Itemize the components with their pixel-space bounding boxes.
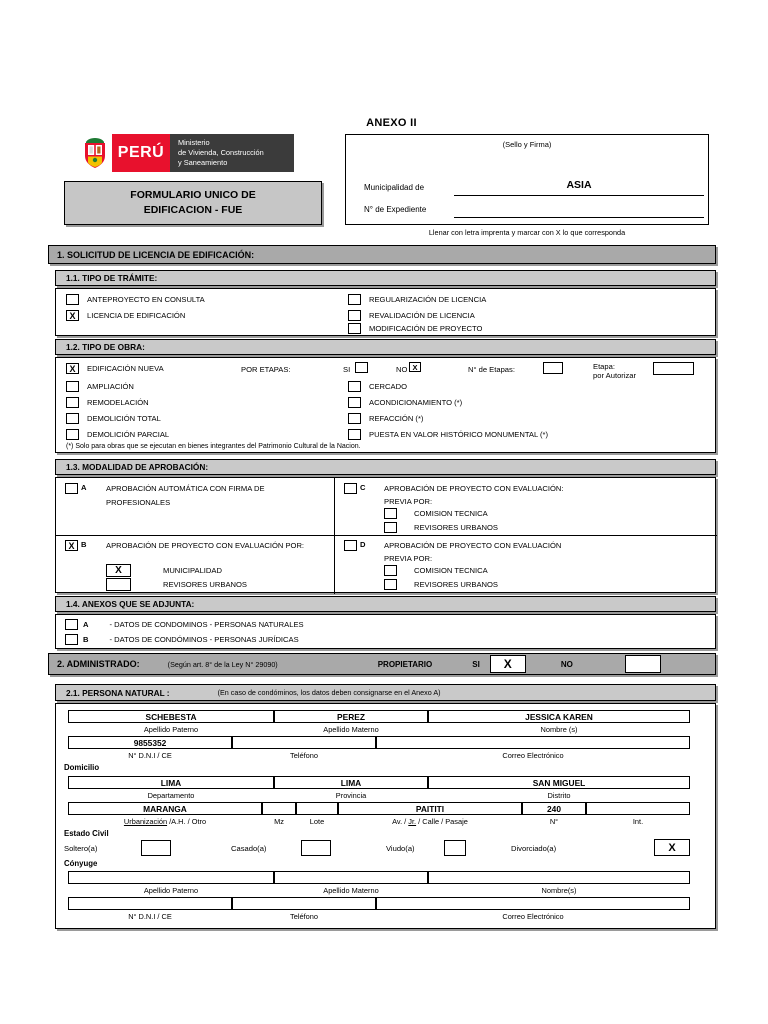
form-title-line-2: EDIFICACION - FUE [143, 204, 243, 216]
label-propietario-si: SI [472, 659, 480, 669]
file-number-rule [454, 217, 704, 218]
field-mz[interactable] [262, 802, 296, 815]
form-title-box [64, 181, 322, 225]
label-por-etapas: POR ETAPAS: [241, 365, 291, 374]
label-conyuge-dni: N° D.N.I / CE [128, 912, 172, 921]
peru-wordmark: PERÚ [112, 134, 170, 172]
checkbox-propietario-no[interactable] [625, 655, 661, 673]
field-lote[interactable] [296, 802, 338, 815]
label-d-comision-tecnica: COMISION TECNICA [414, 566, 488, 575]
field-provincia[interactable]: LIMA [274, 776, 428, 789]
label-conyuge-telefono: Teléfono [290, 912, 318, 921]
letter-anexo-a: A [83, 620, 89, 629]
label-anexo-b: - DATOS DE CONDÓMINOS - PERSONAS JURÍDICAS [109, 635, 299, 644]
checkbox-modalidad-c[interactable] [344, 483, 357, 494]
section-1-4-header [55, 596, 716, 612]
municipality-value: ASIA [566, 179, 592, 191]
checkbox-modificacion-de-proyecto[interactable] [348, 323, 361, 334]
label-regularizacion-de-licencia: REGULARIZACIÓN DE LICENCIA [369, 295, 487, 304]
label-remodelacion: REMODELACIÓN [87, 398, 149, 407]
field-conyuge-telefono[interactable] [232, 897, 376, 910]
label-lote: Lote [309, 817, 325, 826]
label-modificacion-de-proyecto: MODIFICACIÓN DE PROYECTO [369, 324, 483, 333]
peru-coat-of-arms-icon [78, 134, 112, 172]
label-etapas-no: NO [396, 365, 408, 374]
label-puesta-en-valor: PUESTA EN VALOR HISTÓRICO MONUMENTAL (*) [369, 430, 549, 439]
option-puesta-en-valor[interactable] [348, 429, 548, 440]
label-edificacion-nueva: EDIFICACIÓN NUEVA [87, 364, 164, 373]
field-apellido-materno[interactable]: PEREZ [274, 710, 428, 723]
checkbox-c-comision-tecnica[interactable] [384, 508, 397, 519]
label-domicilio: Domicilio [64, 763, 100, 772]
label-acondicionamiento: ACONDICIONAMIENTO (*) [369, 398, 463, 407]
label-via [338, 817, 522, 826]
section-2-header [48, 653, 716, 675]
label-conyuge: Cónyuge [64, 859, 98, 868]
label-apellido-paterno: Apellido Paterno [143, 725, 199, 734]
field-interior[interactable] [586, 802, 690, 815]
label-revalidacion-de-licencia: REVALIDACIÓN DE LICENCIA [369, 311, 475, 320]
checkbox-ampliacion[interactable] [66, 381, 79, 392]
label-distrito: Distrito [547, 791, 571, 800]
municipality-box [345, 134, 709, 225]
label-dni: N° D.N.I / CE [128, 751, 172, 760]
checkbox-d-comision-tecnica[interactable] [384, 565, 397, 576]
option-d-comision-tecnica[interactable] [384, 565, 488, 576]
input-numero-etapas[interactable] [543, 362, 563, 374]
field-distrito[interactable]: SAN MIGUEL [428, 776, 690, 789]
checkbox-divorciado[interactable]: X [654, 839, 690, 856]
section-1-2-panel [55, 357, 716, 453]
option-modalidad-d[interactable] [344, 540, 365, 551]
field-conyuge-apellido-materno[interactable] [274, 871, 428, 884]
section-1-2-header [55, 339, 716, 355]
checkbox-propietario-si[interactable]: X [490, 655, 526, 673]
label-numero: N° [549, 817, 559, 826]
checkbox-demolicion-parcial[interactable] [66, 429, 79, 440]
option-refaccion[interactable] [348, 413, 423, 424]
label-modalidad-d-line-2: PREVIA POR: [384, 554, 433, 563]
label-ampliacion: AMPLIACIÓN [87, 382, 134, 391]
section-2-1-title: 2.1. PERSONA NATURAL : [66, 687, 170, 698]
option-demolicion-total[interactable] [66, 413, 161, 424]
label-modalidad-d-line-1: APROBACIÓN DE PROYECTO CON EVALUACIÓN [384, 541, 562, 550]
option-licencia-de-edificacion[interactable] [66, 310, 185, 321]
field-via[interactable]: PAITITI [338, 802, 522, 815]
section-1-3-panel [55, 477, 716, 593]
label-apellido-materno: Apellido Materno [323, 725, 379, 734]
input-etapa-por-autorizar[interactable] [653, 362, 694, 375]
field-nombres[interactable]: JESSICA KAREN [428, 710, 690, 723]
field-numero[interactable]: 240 [522, 802, 586, 815]
checkbox-etapas-si[interactable] [355, 362, 368, 373]
option-b-municipalidad[interactable] [106, 564, 222, 577]
option-regularizacion-de-licencia[interactable] [348, 294, 486, 305]
section-1-1-panel [55, 288, 716, 336]
checkbox-soltero[interactable] [141, 840, 171, 856]
label-modalidad-a-line-1: APROBACIÓN AUTOMÁTICA CON FIRMA DE [106, 484, 265, 493]
label-b-municipalidad: MUNICIPALIDAD [163, 566, 222, 575]
checkbox-revalidacion-de-licencia[interactable] [348, 310, 361, 321]
label-nombres: Nombre (s) [540, 725, 578, 734]
label-modalidad-c-line-2: PREVIA POR: [384, 497, 433, 506]
section-1-3-divider [334, 478, 335, 594]
checkbox-remodelacion[interactable] [66, 397, 79, 408]
label-demolicion-parcial: DEMOLICIÓN PARCIAL [87, 430, 170, 439]
field-conyuge-apellido-paterno[interactable] [68, 871, 274, 884]
label-c-revisores-urbanos: REVISORES URBANOS [414, 523, 498, 532]
field-urbanizacion[interactable]: MARANGA [68, 802, 262, 815]
label-licencia-de-edificacion: LICENCIA DE EDIFICACIÓN [87, 311, 186, 320]
section-1-3-title: 1.3. MODALIDAD DE APROBACIÓN: [66, 462, 209, 472]
label-modalidad-b-line-1: APROBACIÓN DE PROYECTO CON EVALUACIÓN POR: [106, 541, 305, 550]
section-2-1-header [55, 684, 716, 701]
section-2-1-panel [55, 703, 716, 929]
municipality-label: Municipalidad de [364, 183, 425, 192]
label-refaccion: REFACCIÓN (*) [369, 414, 424, 423]
field-dni[interactable]: 9855352 [68, 736, 232, 749]
option-anteproyecto-en-consulta[interactable] [66, 294, 205, 305]
label-anteproyecto-en-consulta: ANTEPROYECTO EN CONSULTA [87, 295, 205, 304]
option-acondicionamiento[interactable] [348, 397, 462, 408]
checkbox-edificacion-nueva[interactable]: X [66, 363, 79, 374]
checkbox-anteproyecto-en-consulta[interactable] [66, 294, 79, 305]
page-title: ANEXO II [366, 117, 417, 129]
field-apellido-paterno[interactable]: SCHEBESTA [68, 710, 274, 723]
option-modalidad-a[interactable] [65, 483, 86, 494]
option-anexo-b[interactable] [65, 634, 299, 645]
section-1-3-header [55, 459, 716, 475]
ministry-line-2: de Vivienda, Construcción [178, 148, 264, 158]
label-urbanizacion-underlined: Urbanización [123, 817, 168, 826]
label-via-jr: Jr. [408, 817, 417, 826]
label-casado: Casado(a) [231, 844, 267, 853]
section-1-4-title: 1.4. ANEXOS QUE SE ADJUNTA: [66, 599, 195, 609]
option-modificacion-de-proyecto[interactable] [348, 323, 482, 334]
label-demolicion-total: DEMOLICIÓN TOTAL [87, 414, 161, 423]
field-correo[interactable] [376, 736, 690, 749]
label-d-revisores-urbanos: REVISORES URBANOS [414, 580, 498, 589]
label-urbanizacion [68, 817, 262, 826]
form-title-line-1: FORMULARIO UNICO DE [130, 188, 256, 201]
section-1-3-hdivider [56, 535, 717, 536]
option-d-revisores-urbanos[interactable] [384, 579, 498, 590]
stamp-signature-label: (Sello y Firma) [502, 140, 552, 149]
label-numero-etapas: N° de Etapas: [468, 365, 515, 374]
checkbox-c-revisores-urbanos[interactable] [384, 522, 397, 533]
label-propietario: PROPIETARIO [377, 659, 433, 669]
label-divorciado: Divorciado(a) [511, 844, 557, 853]
field-telefono[interactable] [232, 736, 376, 749]
checkbox-anexo-b[interactable] [65, 634, 78, 645]
letter-modalidad-a: A [81, 483, 87, 492]
option-ampliacion[interactable] [66, 381, 134, 392]
field-conyuge-correo[interactable] [376, 897, 690, 910]
label-via-part-1: Av. / [392, 817, 409, 826]
fill-instruction: Llenar con letra imprenta y marcar con X lo que corresponda [428, 228, 626, 237]
option-remodelacion[interactable] [66, 397, 149, 408]
letter-anexo-b: B [83, 635, 89, 644]
option-c-revisores-urbanos[interactable] [384, 522, 498, 533]
ministry-line-3: y Saneamiento [178, 157, 228, 167]
checkbox-viudo[interactable] [444, 840, 466, 856]
option-c-comision-tecnica[interactable] [384, 508, 488, 519]
label-conyuge-apellido-paterno: Apellido Paterno [143, 886, 199, 895]
section-1-1-title: 1.1. TIPO DE TRÁMITE: [66, 273, 158, 283]
field-conyuge-dni[interactable] [68, 897, 232, 910]
checkbox-modalidad-d[interactable] [344, 540, 357, 551]
file-number-label: N° de Expediente [364, 205, 427, 214]
label-etapa-line-1: Etapa: [593, 362, 615, 371]
municipality-rule [454, 195, 704, 196]
checkbox-b-municipalidad[interactable]: X [106, 564, 131, 577]
label-b-revisores-urbanos: REVISORES URBANOS [163, 580, 247, 589]
label-etapas-si: SI [343, 365, 351, 374]
label-conyuge-apellido-materno: Apellido Materno [323, 886, 379, 895]
footnote-patrimonio: (*) Solo para obras que se ejecutan en bienes integrantes del Patrimonio Cultural de la Nacion. [66, 443, 361, 450]
letter-modalidad-b: B [81, 540, 87, 549]
field-departamento[interactable]: LIMA [68, 776, 274, 789]
section-1-header [48, 245, 716, 264]
section-2-1-note: (En caso de condóminos, los datos deben consignarse en el Anexo A) [217, 688, 441, 697]
checkbox-etapas-no[interactable]: X [409, 362, 421, 372]
letter-modalidad-d: D [360, 540, 366, 549]
label-estado-civil: Estado Civil [64, 829, 109, 838]
label-soltero: Soltero(a) [64, 844, 98, 853]
label-modalidad-a-line-2: PROFESIONALES [106, 498, 171, 507]
ministry-logo [78, 134, 294, 172]
letter-modalidad-c: C [360, 483, 366, 492]
label-conyuge-nombres: Nombre(s) [541, 886, 577, 895]
option-edificacion-nueva[interactable] [66, 363, 164, 374]
checkbox-demolicion-total[interactable] [66, 413, 79, 424]
label-etapa-line-2: por Autorizar [593, 371, 637, 380]
checkbox-b-revisores-urbanos[interactable] [106, 578, 131, 591]
checkbox-puesta-en-valor[interactable] [348, 429, 361, 440]
ministry-line-1: Ministerio [178, 138, 210, 148]
section-1-4-panel [55, 614, 716, 649]
section-1-title: 1. SOLICITUD DE LICENCIA DE EDIFICACIÓN: [57, 249, 255, 260]
label-telefono: Teléfono [290, 751, 318, 760]
label-anexo-a: - DATOS DE CONDOMINOS - PERSONAS NATURALES [109, 620, 304, 629]
checkbox-licencia-de-edificacion[interactable]: X [66, 310, 79, 321]
label-departamento: Departamento [147, 791, 195, 800]
checkbox-modalidad-a[interactable] [65, 483, 78, 494]
option-b-revisores-urbanos[interactable] [106, 578, 247, 591]
option-anexo-a[interactable] [65, 619, 304, 630]
option-demolicion-parcial[interactable] [66, 429, 169, 440]
checkbox-acondicionamiento[interactable] [348, 397, 361, 408]
label-mz: Mz [274, 817, 284, 826]
label-conyuge-correo: Correo Electrónico [502, 912, 564, 921]
label-c-comision-tecnica: COMISION TECNICA [414, 509, 488, 518]
checkbox-refaccion[interactable] [348, 413, 361, 424]
option-revalidacion-de-licencia[interactable] [348, 310, 475, 321]
label-urbanizacion-rest: /A.H. / Otro [167, 817, 207, 826]
label-correo: Correo Electrónico [502, 751, 564, 760]
label-propietario-no: NO [560, 659, 573, 669]
checkbox-regularizacion-de-licencia[interactable] [348, 294, 361, 305]
label-via-part-2: / Calle / Pasaje [416, 817, 468, 826]
option-cercado[interactable] [348, 381, 407, 392]
label-interior: Int. [632, 817, 644, 826]
checkbox-d-revisores-urbanos[interactable] [384, 579, 397, 590]
checkbox-modalidad-b[interactable]: X [65, 540, 78, 551]
label-cercado: CERCADO [369, 382, 407, 391]
label-modalidad-c-line-1: APROBACIÓN DE PROYECTO CON EVALUACIÓN: [384, 484, 564, 493]
checkbox-anexo-a[interactable] [65, 619, 78, 630]
section-2-note: (Según art. 8° de la Ley N° 29090) [167, 659, 278, 669]
option-modalidad-b[interactable] [65, 540, 86, 551]
checkbox-casado[interactable] [301, 840, 331, 856]
checkbox-cercado[interactable] [348, 381, 361, 392]
label-viudo: Viudo(a) [386, 844, 415, 853]
field-conyuge-nombres[interactable] [428, 871, 690, 884]
option-modalidad-c[interactable] [344, 483, 365, 494]
label-provincia: Provincia [335, 791, 367, 800]
section-1-1-header [55, 270, 716, 286]
section-1-2-title: 1.2. TIPO DE OBRA: [66, 342, 145, 352]
ministry-name [170, 134, 294, 172]
section-2-title: 2. ADMINISTRADO: [57, 659, 140, 669]
